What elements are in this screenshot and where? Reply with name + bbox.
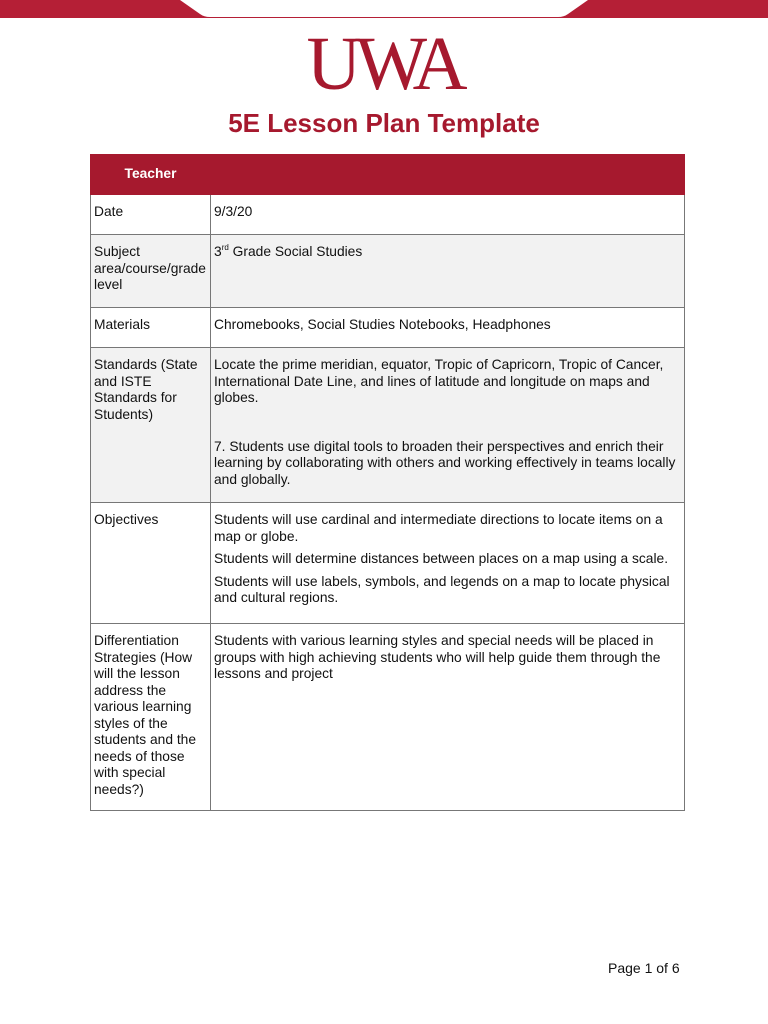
objectives-value [211, 503, 685, 624]
subject-value-text: Grade Social Studies [228, 244, 363, 259]
objectives-label: Objectives [91, 503, 211, 624]
subject-value-suffix: rd [221, 243, 229, 252]
teacher-label: Teacher [91, 155, 211, 195]
standards-row [91, 348, 685, 503]
materials-label: Materials [91, 308, 211, 348]
differentiation-row [91, 624, 685, 811]
lesson-plan-table [90, 154, 685, 811]
objectives-row [91, 503, 685, 624]
standards-iste: 7. Students use digital tools to broaden their perspectives and enrich their learning by collaborating with others and working effectively in teams locally and globally. [214, 438, 676, 487]
materials-row [91, 308, 685, 348]
subject-value-number: 3 [214, 244, 222, 259]
page-number: Page 1 of 6 [608, 960, 680, 976]
teacher-value [211, 155, 685, 195]
standards-value [211, 348, 685, 503]
standards-label: Standards (State and ISTE Standards for Students) [91, 348, 211, 503]
date-row [91, 195, 685, 235]
date-value: 9/3/20 [211, 195, 685, 235]
subject-label: Subject area/course/grade level [91, 235, 211, 308]
materials-value: Chromebooks, Social Studies Notebooks, Headphones [211, 308, 685, 348]
date-label: Date [91, 195, 211, 235]
teacher-row [91, 155, 685, 195]
objective-item: Students will use labels, symbols, and legends on a map to locate physical and cultural regions. [214, 573, 670, 605]
uwa-logo: UWA [306, 22, 462, 106]
objective-item: Students will use cardinal and intermediate directions to locate items on a map or globe. [214, 512, 663, 544]
objective-item: Students will determine distances between places on a map using a scale. [214, 551, 669, 566]
differentiation-label: Differentiation Strategies (How will the lesson address the various learning styles of the students and the needs of those with special needs?) [91, 624, 211, 811]
standards-state: Locate the prime meridian, equator, Tropic of Capricorn, Tropic of Cancer, International Date Line, and lines of latitude and longitude on maps and globes. [214, 357, 664, 405]
subject-row [91, 235, 685, 308]
subject-value [211, 235, 685, 308]
page-title: 5E Lesson Plan Template [228, 108, 540, 138]
header-band [0, 0, 768, 18]
differentiation-value: Students with various learning styles and special needs will be placed in groups with high achieving students who will help guide them through the lessons and project [211, 624, 685, 811]
